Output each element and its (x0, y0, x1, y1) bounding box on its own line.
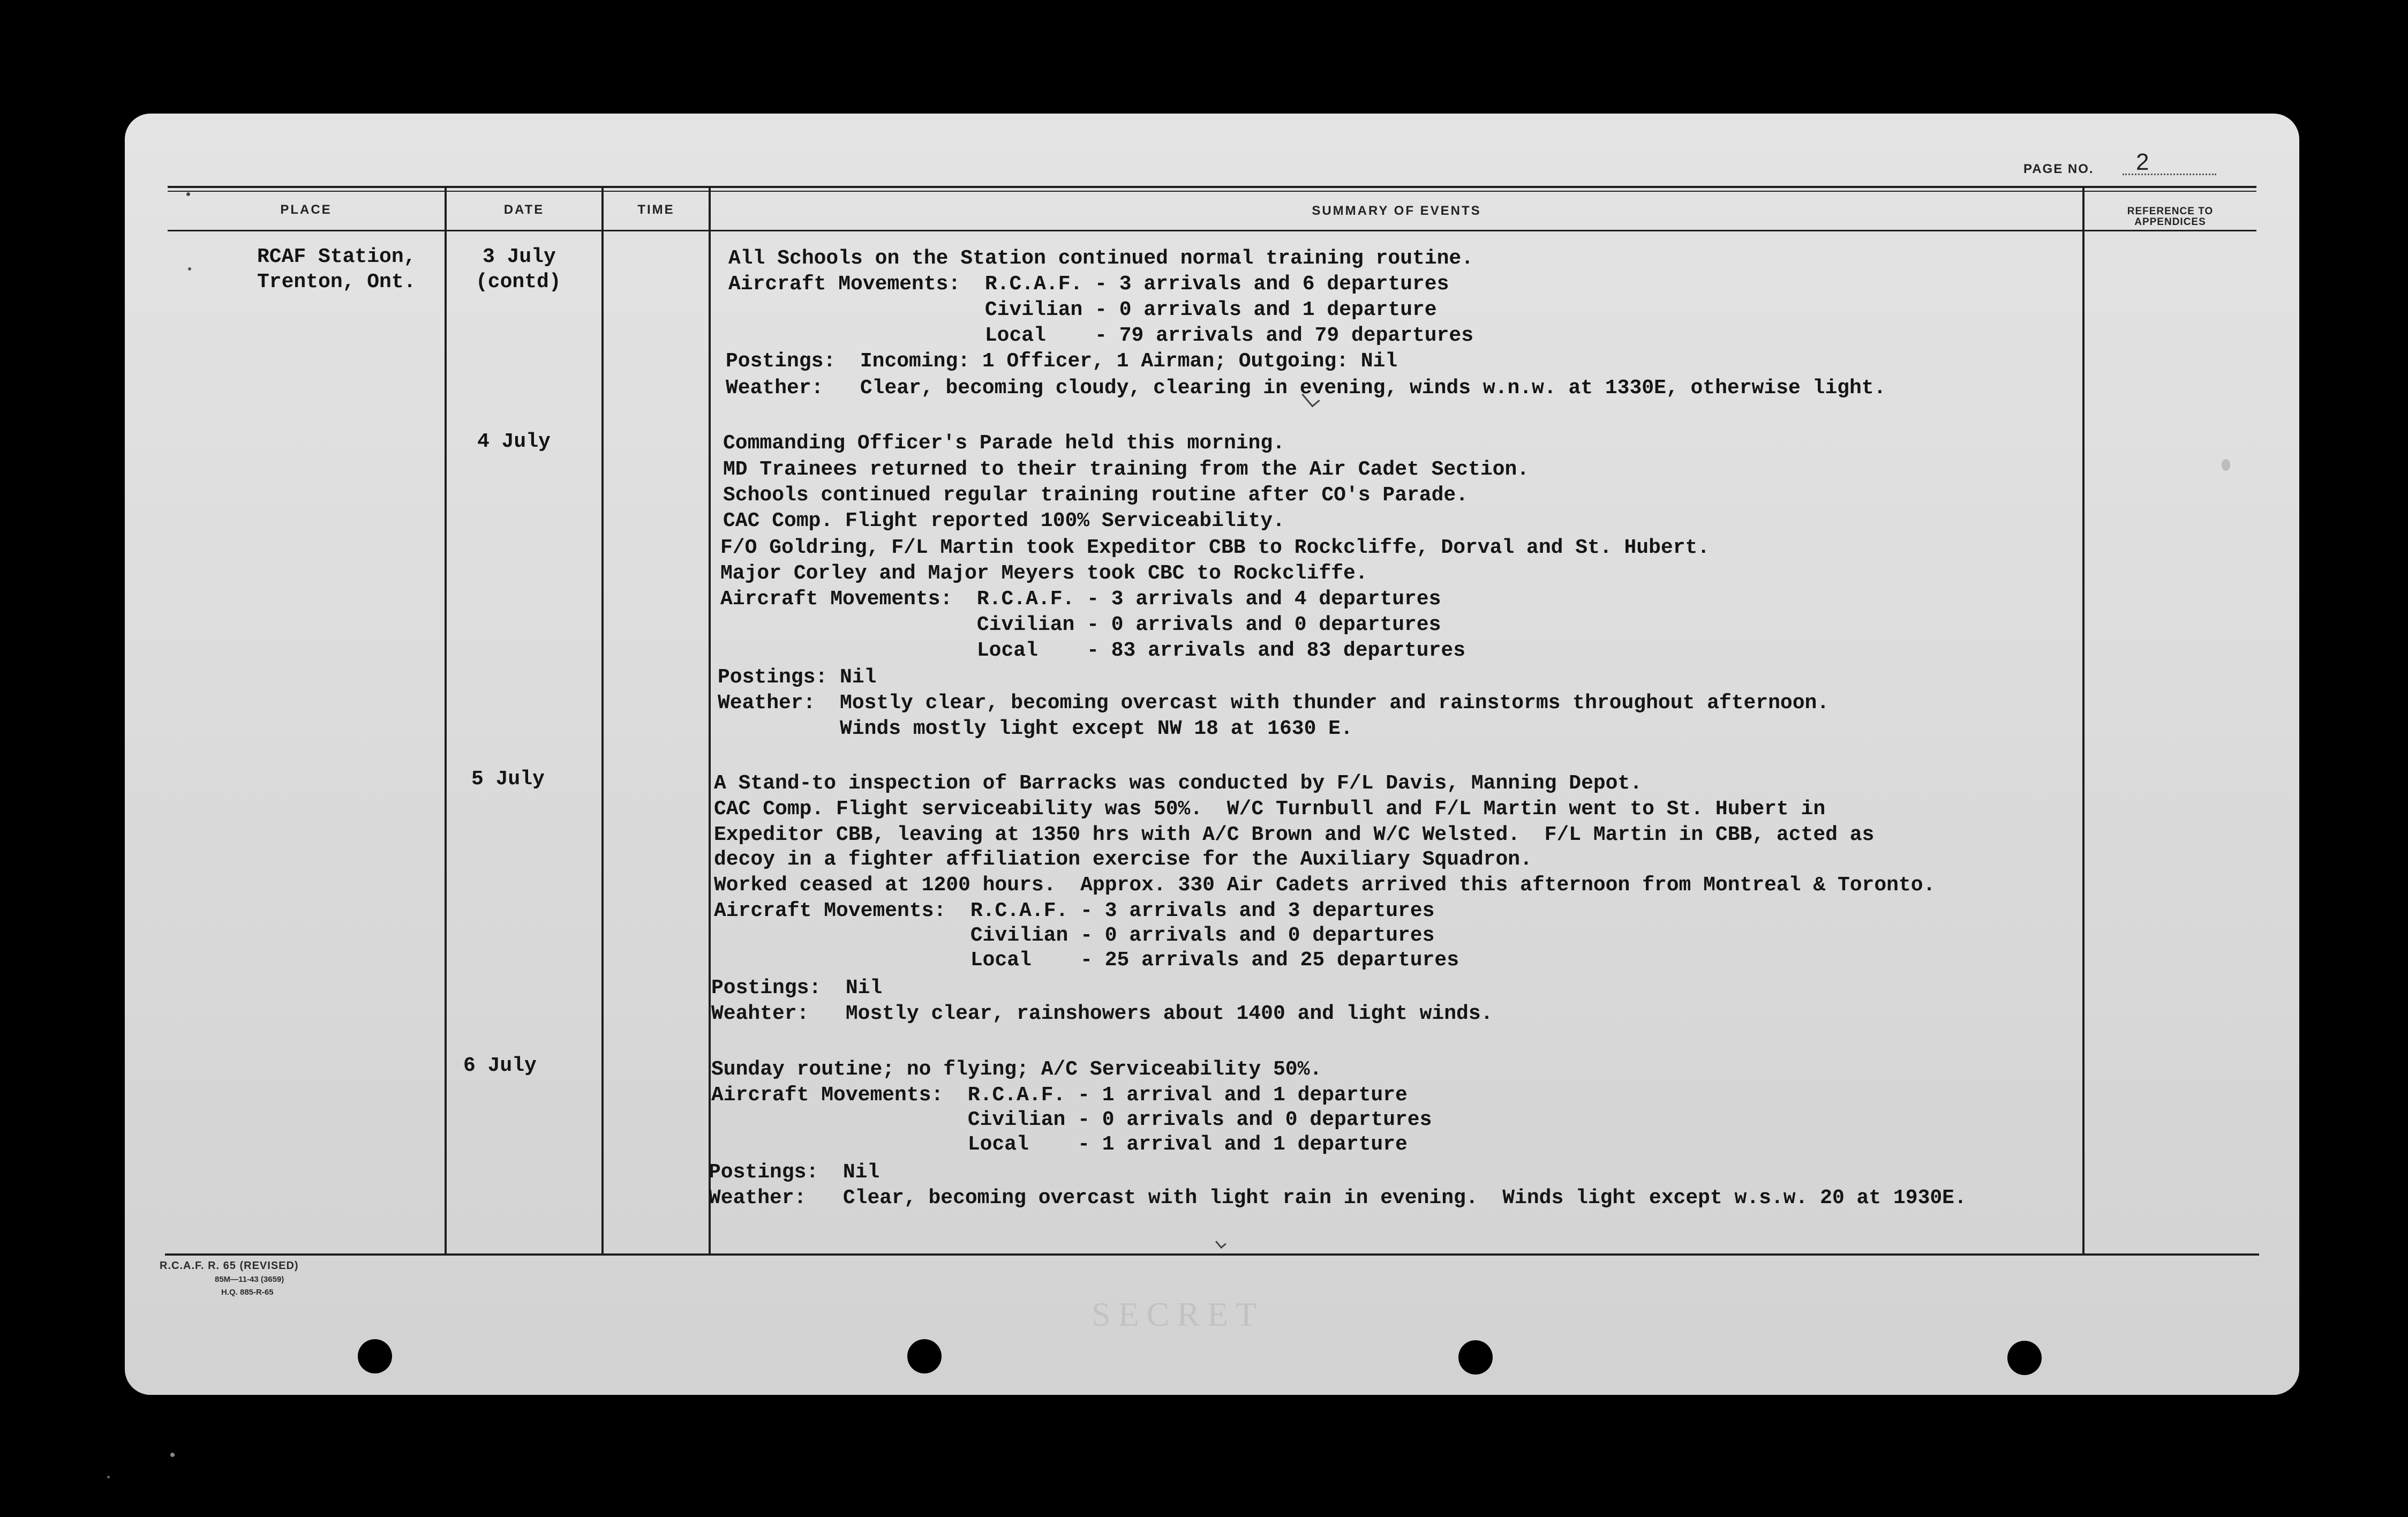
july5-line-1: A Stand-to inspection of Barracks was conducted by F/L Davis, Manning Depot. (714, 772, 1643, 795)
table-bottom-rule (165, 1253, 2259, 1256)
july4-line-5: F/O Goldring, F/L Martin took Expeditor CBB to Rockcliffe, Dorval and St. Hubert. (720, 536, 1710, 559)
column-divider-date-time (601, 186, 604, 1256)
july6-line-5: Postings: Nil (709, 1161, 880, 1184)
punch-hole (907, 1339, 942, 1373)
header-place: PLACE (280, 202, 332, 217)
punch-hole (358, 1339, 392, 1373)
page-number: 2 (2136, 149, 2149, 175)
july6-line-3: Civilian - 0 arrivals and 0 departures (711, 1108, 1432, 1131)
july4-line-10: Postings: Nil (718, 666, 877, 689)
table-top-rule (168, 186, 2256, 188)
column-divider-time-summary (709, 186, 711, 1256)
july5-line-5: Worked ceased at 1200 hours. Approx. 330 Air Cadets arrived this afternoon from Montreal & Toronto. (714, 874, 1936, 897)
july5-line-4: decoy in a fighter affiliation exercise for the Auxiliary Squadron. (714, 848, 1532, 871)
july4-line-12: Winds mostly light except NW 18 at 1630 E. (718, 717, 1353, 740)
july6-line-4: Local - 1 arrival and 1 departure (711, 1133, 1408, 1156)
punch-hole (2007, 1341, 2042, 1375)
july4-line-4: CAC Comp. Flight reported 100% Serviceability. (723, 509, 1285, 532)
july3-line-5: Postings: Incoming: 1 Officer, 1 Airman; Outgoing: Nil (726, 350, 1398, 373)
form-print-line-2: H.Q. 885-R-65 (221, 1288, 274, 1297)
faint-stamp: SECRET (1092, 1295, 1265, 1333)
july5-line-3: Expeditor CBB, leaving at 1350 hrs with A/C Brown and W/C Welsted. F/L Martin in CBB, acted as (714, 823, 1875, 846)
july4-line-6: Major Corley and Major Meyers took CBC to Rockcliffe. (720, 562, 1368, 585)
july4-line-2: MD Trainees returned to their training from the Air Cadet Section. (723, 458, 1530, 481)
diary-page (125, 114, 2299, 1395)
july6-line-1: Sunday routine; no flying; A/C Serviceability 50%. (711, 1058, 1322, 1081)
july4-line-8: Civilian - 0 arrivals and 0 departures (720, 613, 1441, 636)
july3-line-1: All Schools on the Station continued normal training routine. (728, 247, 1474, 270)
july5-line-6: Aircraft Movements: R.C.A.F. - 3 arrivals and 3 departures (714, 899, 1435, 922)
page-number-dotted-line (2123, 174, 2216, 175)
punch-hole (1458, 1340, 1493, 1375)
header-time: TIME (637, 202, 675, 217)
header-bottom-rule (168, 230, 2256, 231)
july5-line-7: Civilian - 0 arrivals and 0 departures (714, 924, 1435, 947)
date-6-july: 6 July (463, 1054, 537, 1077)
page-number-label: PAGE NO. (2023, 162, 2094, 176)
july5-line-9: Postings: Nil (711, 977, 883, 1000)
header-date: DATE (503, 202, 545, 217)
july5-line-10: Weahter: Mostly clear, rainshowers about 1400 and light winds. (711, 1002, 1493, 1025)
header-reference-line-2: APPENDICES (2134, 216, 2206, 228)
form-number: R.C.A.F. R. 65 (REVISED) (160, 1260, 299, 1272)
border-speck (107, 1476, 110, 1478)
form-print-line-1: 85M—11-43 (3659) (215, 1275, 284, 1284)
table-top-rule-inner (168, 191, 2256, 192)
july6-line-6: Weather: Clear, becoming overcast with light rain in evening. Winds light except w.s.w. 20 at 1930E. (709, 1186, 1967, 1210)
date-5-july: 5 July (471, 768, 545, 791)
pencil-mark (1215, 1237, 1226, 1249)
july4-line-7: Aircraft Movements: R.C.A.F. - 3 arrivals and 4 departures (720, 588, 1441, 611)
date-3-july-contd: (contd) (476, 271, 561, 294)
place-line-1: RCAF Station, (257, 245, 416, 268)
header-reference-line-1: REFERENCE TO (2127, 206, 2214, 217)
header-summary-of-events: SUMMARY OF EVENTS (1312, 204, 1481, 218)
margin-speck (188, 267, 191, 271)
july6-line-2: Aircraft Movements: R.C.A.F. - 1 arrival and 1 departure (711, 1084, 1408, 1107)
place-line-2: Trenton, Ont. (257, 271, 416, 294)
border-speck (170, 1453, 175, 1457)
july3-line-2: Aircraft Movements: R.C.A.F. - 3 arrivals and 6 departures (728, 273, 1449, 296)
margin-speck (186, 192, 190, 196)
july4-line-9: Local - 83 arrivals and 83 departures (720, 639, 1466, 662)
margin-speck (2222, 459, 2230, 471)
date-3-july: 3 July (483, 245, 556, 268)
july4-line-1: Commanding Officer's Parade held this morning. (723, 432, 1285, 455)
column-divider-summary-reference (2082, 186, 2085, 1256)
july3-line-3: Civilian - 0 arrivals and 1 departure (728, 298, 1437, 321)
date-4-july: 4 July (477, 430, 551, 453)
july4-line-11: Weather: Mostly clear, becoming overcast with thunder and rainstorms throughout afternoon. (718, 692, 1830, 715)
column-divider-place-date (445, 186, 447, 1256)
july4-line-3: Schools continued regular training routine after CO's Parade. (723, 484, 1469, 507)
july3-line-4: Local - 79 arrivals and 79 departures (728, 324, 1474, 347)
july5-line-8: Local - 25 arrivals and 25 departures (714, 949, 1459, 972)
july5-line-2: CAC Comp. Flight serviceability was 50%. W/C Turnbull and F/L Martin went to St. Hubert in (714, 798, 1826, 821)
july3-line-6: Weather: Clear, becoming cloudy, clearing in evening, winds w.n.w. at 1330E, otherwise light. (726, 377, 1886, 400)
